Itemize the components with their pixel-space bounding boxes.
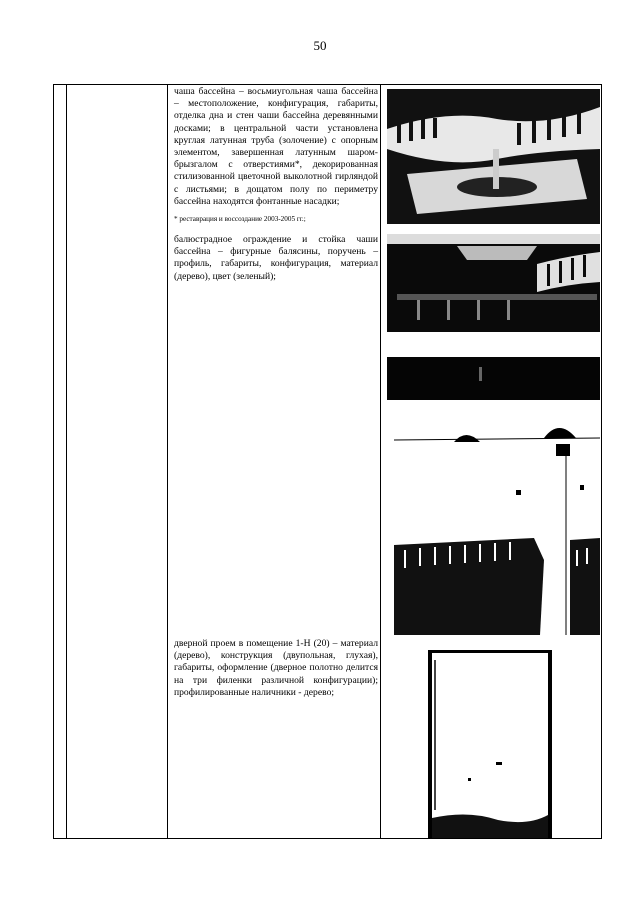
page-number: 50 [313, 38, 327, 53]
column-divider [380, 85, 381, 838]
detail-photo [387, 357, 600, 400]
door-description-cell [174, 638, 378, 699]
pool-bowl-description: чаша бассейна – восьмиугольная чаша бассейна – местоположение, конфигурация, габариты, отделка дна и стен чаши бассейна деревянными досками; в центральной части установлена круглая латунная труба (золочение) с опорным элементом, завершенная латунным шаром-брызгалом с отверстиями*, декорированная стилизованной цветочной выколотной гирляндой с листьями; в дощатом полу по периметру бассейна находятся фонтанные насадки; [174, 86, 378, 207]
pool-bowl-photo [387, 89, 600, 224]
column-divider [167, 85, 168, 838]
balustrade-description: балюстрадное ограждение и стойка чаши бассейна – фигурные балясины, поручень – профиль, габариты, конфигурация, материал (дерево), цвет (зеленый); [174, 234, 378, 282]
description-cell [174, 86, 378, 283]
column-divider [66, 85, 67, 838]
door-description: дверной проем в помещение 1-Н (20) – материал (дерево), конструкция (двупольная, глухая), габариты, оформление (дверное полотно делится на три филенки различной конфигурации); профилированные наличники - дерево; [174, 638, 378, 698]
balustrade-photo [387, 234, 600, 332]
restoration-note: * реставрация и воссоздание 2003-2005 гг.; [174, 215, 306, 224]
door-photo [428, 650, 552, 838]
document-table [53, 84, 602, 839]
pool-room-photo [394, 410, 600, 635]
